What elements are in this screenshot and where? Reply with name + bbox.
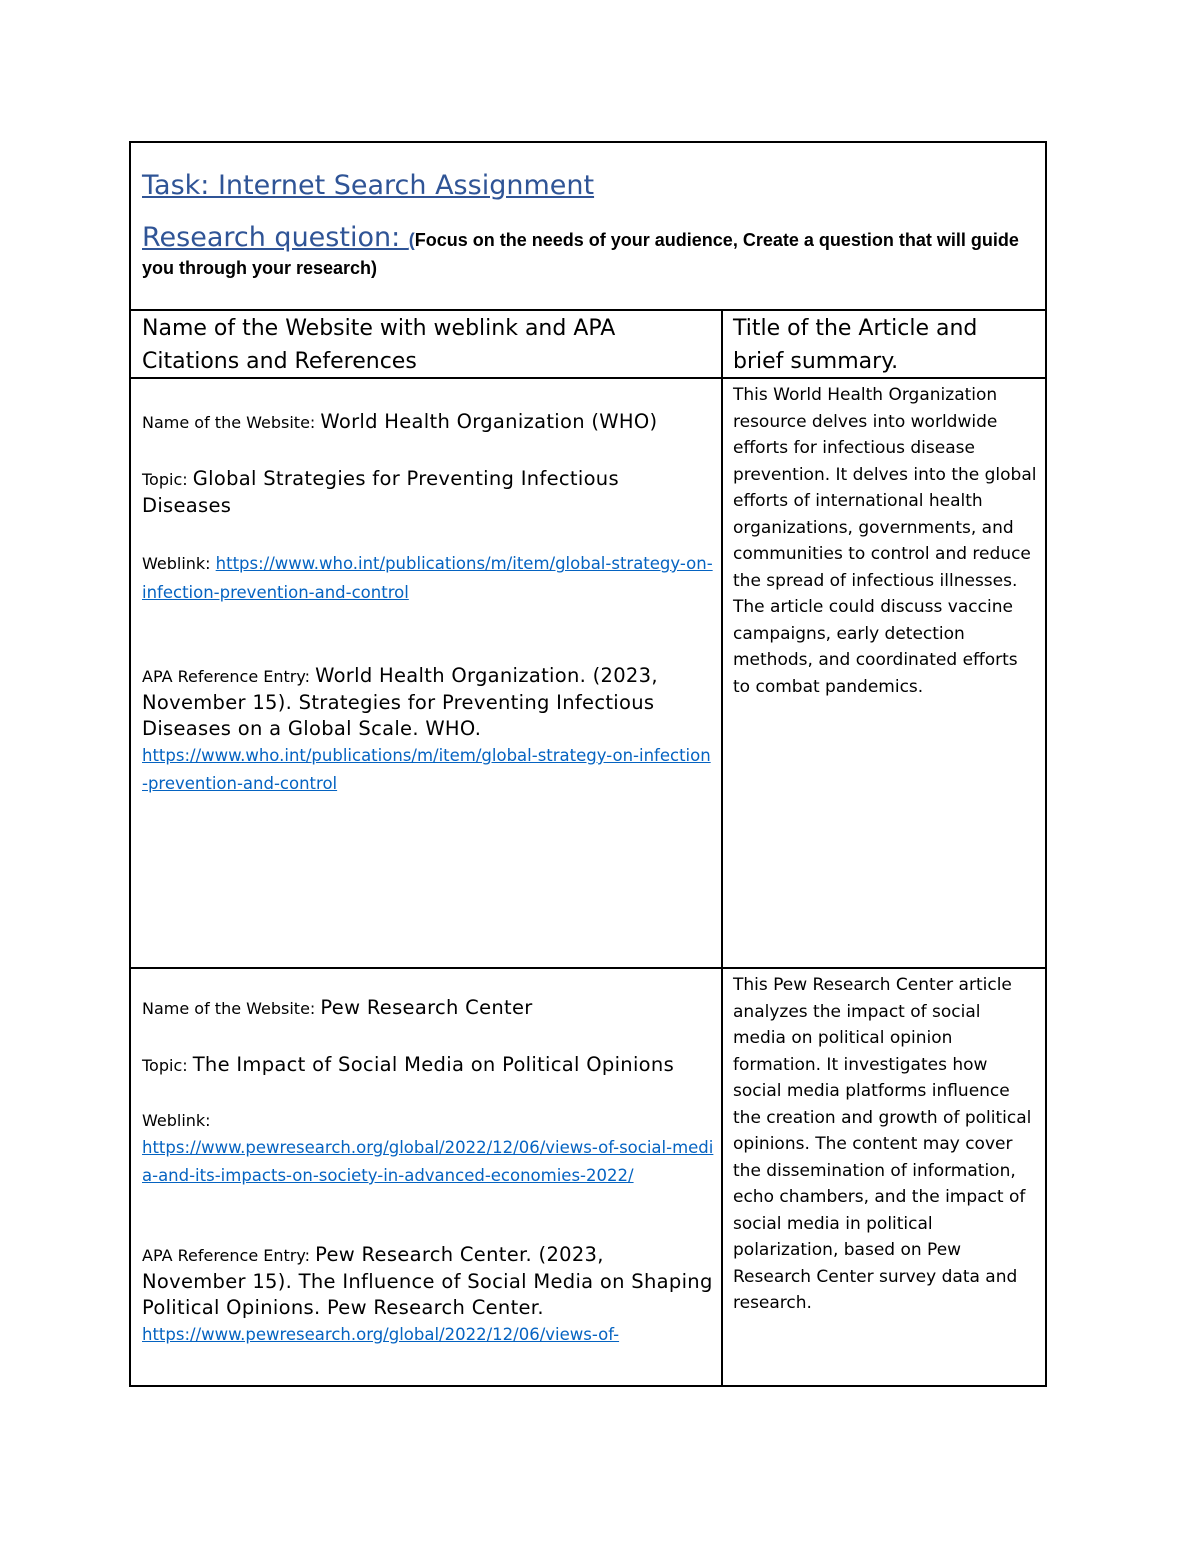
topic-label: Topic: [142, 1056, 193, 1075]
column-header-right: Title of the Article and brief summary. [733, 316, 978, 374]
apa-entry: Pew Research Center. (2023, November 15). The Influence of Social Media on Shaping Political Opinions. Pew Research Center. [142, 1243, 713, 1319]
weblink-label: Weblink: [142, 1111, 211, 1130]
topic-line [142, 1052, 714, 1079]
site-name: World Health Organization (WHO) [320, 410, 658, 433]
topic-line [142, 466, 714, 519]
row-2-summary-cell: This Pew Research Center article analyzes the impact of social media on political opinion formation. It investigates how social media platforms influence the creation and growth of political opinions. The content may cover the dissemination of information, echo chambers, and the impact of social media in political polarization, based on Pew Research Center survey data and research. [733, 975, 1032, 1313]
weblink-line [142, 549, 714, 607]
column-divider [721, 309, 723, 1385]
research-question-line [142, 222, 1033, 283]
weblink[interactable]: https://www.pewresearch.org/global/2022/12/06/views-of-social-media-and-its-impacts-on-society-in-advanced-economies-2022/ [142, 1138, 714, 1185]
topic-label: Topic: [142, 470, 193, 489]
apa-link[interactable]: https://www.pewresearch.org/global/2022/12/06/views-of- [142, 1325, 620, 1344]
row-2-reference-cell [142, 995, 714, 1349]
research-question-label: Research question: [142, 222, 409, 253]
site-line [142, 409, 714, 436]
assignment-table [129, 141, 1047, 1387]
topic-text: Global Strategies for Preventing Infectious Diseases [142, 467, 619, 517]
topic-text: The Impact of Social Media on Political Opinions [192, 1053, 675, 1076]
weblink-label: Weblink: [142, 554, 216, 573]
apa-line [142, 663, 714, 798]
research-question-note: Focus on the needs of your audience, Create a question that will guide you through your research) [142, 230, 1019, 278]
weblink[interactable]: https://www.who.int/publications/m/item/global-strategy-on-infection-prevention-and-control [142, 554, 713, 602]
apa-link[interactable]: https://www.who.int/publications/m/item/global-strategy-on-infection-prevention-and-control [142, 746, 711, 793]
row-divider [131, 967, 1045, 969]
site-line [142, 995, 714, 1022]
row-1-reference-cell [142, 409, 714, 798]
header-cell [131, 143, 1045, 311]
row-1-summary-cell: This World Health Organization resource delves into worldwide efforts for infectious disease prevention. It delves into the global efforts of international health organizations, governments, and communities to control and reduce the spread of infectious illnesses. The article could discuss vaccine campaigns, early detection methods, and coordinated efforts to combat pandemics. [733, 385, 1037, 697]
weblink-line [142, 1107, 714, 1190]
apa-label: APA Reference Entry: [142, 1246, 316, 1265]
research-question-paren: ( [408, 230, 415, 250]
apa-line [142, 1242, 714, 1349]
apa-label: APA Reference Entry: [142, 667, 316, 686]
apa-entry: World Health Organization. (2023, November 15). Strategies for Preventing Infectious Diseases on a Global Scale. WHO. [142, 664, 658, 740]
site-label: Name of the Website: [142, 413, 321, 432]
site-name: Pew Research Center [320, 996, 533, 1019]
site-label: Name of the Website: [142, 999, 321, 1018]
column-header-left: Name of the Website with weblink and APA Citations and References [142, 316, 616, 374]
task-title: Task: Internet Search Assignment [142, 170, 595, 201]
